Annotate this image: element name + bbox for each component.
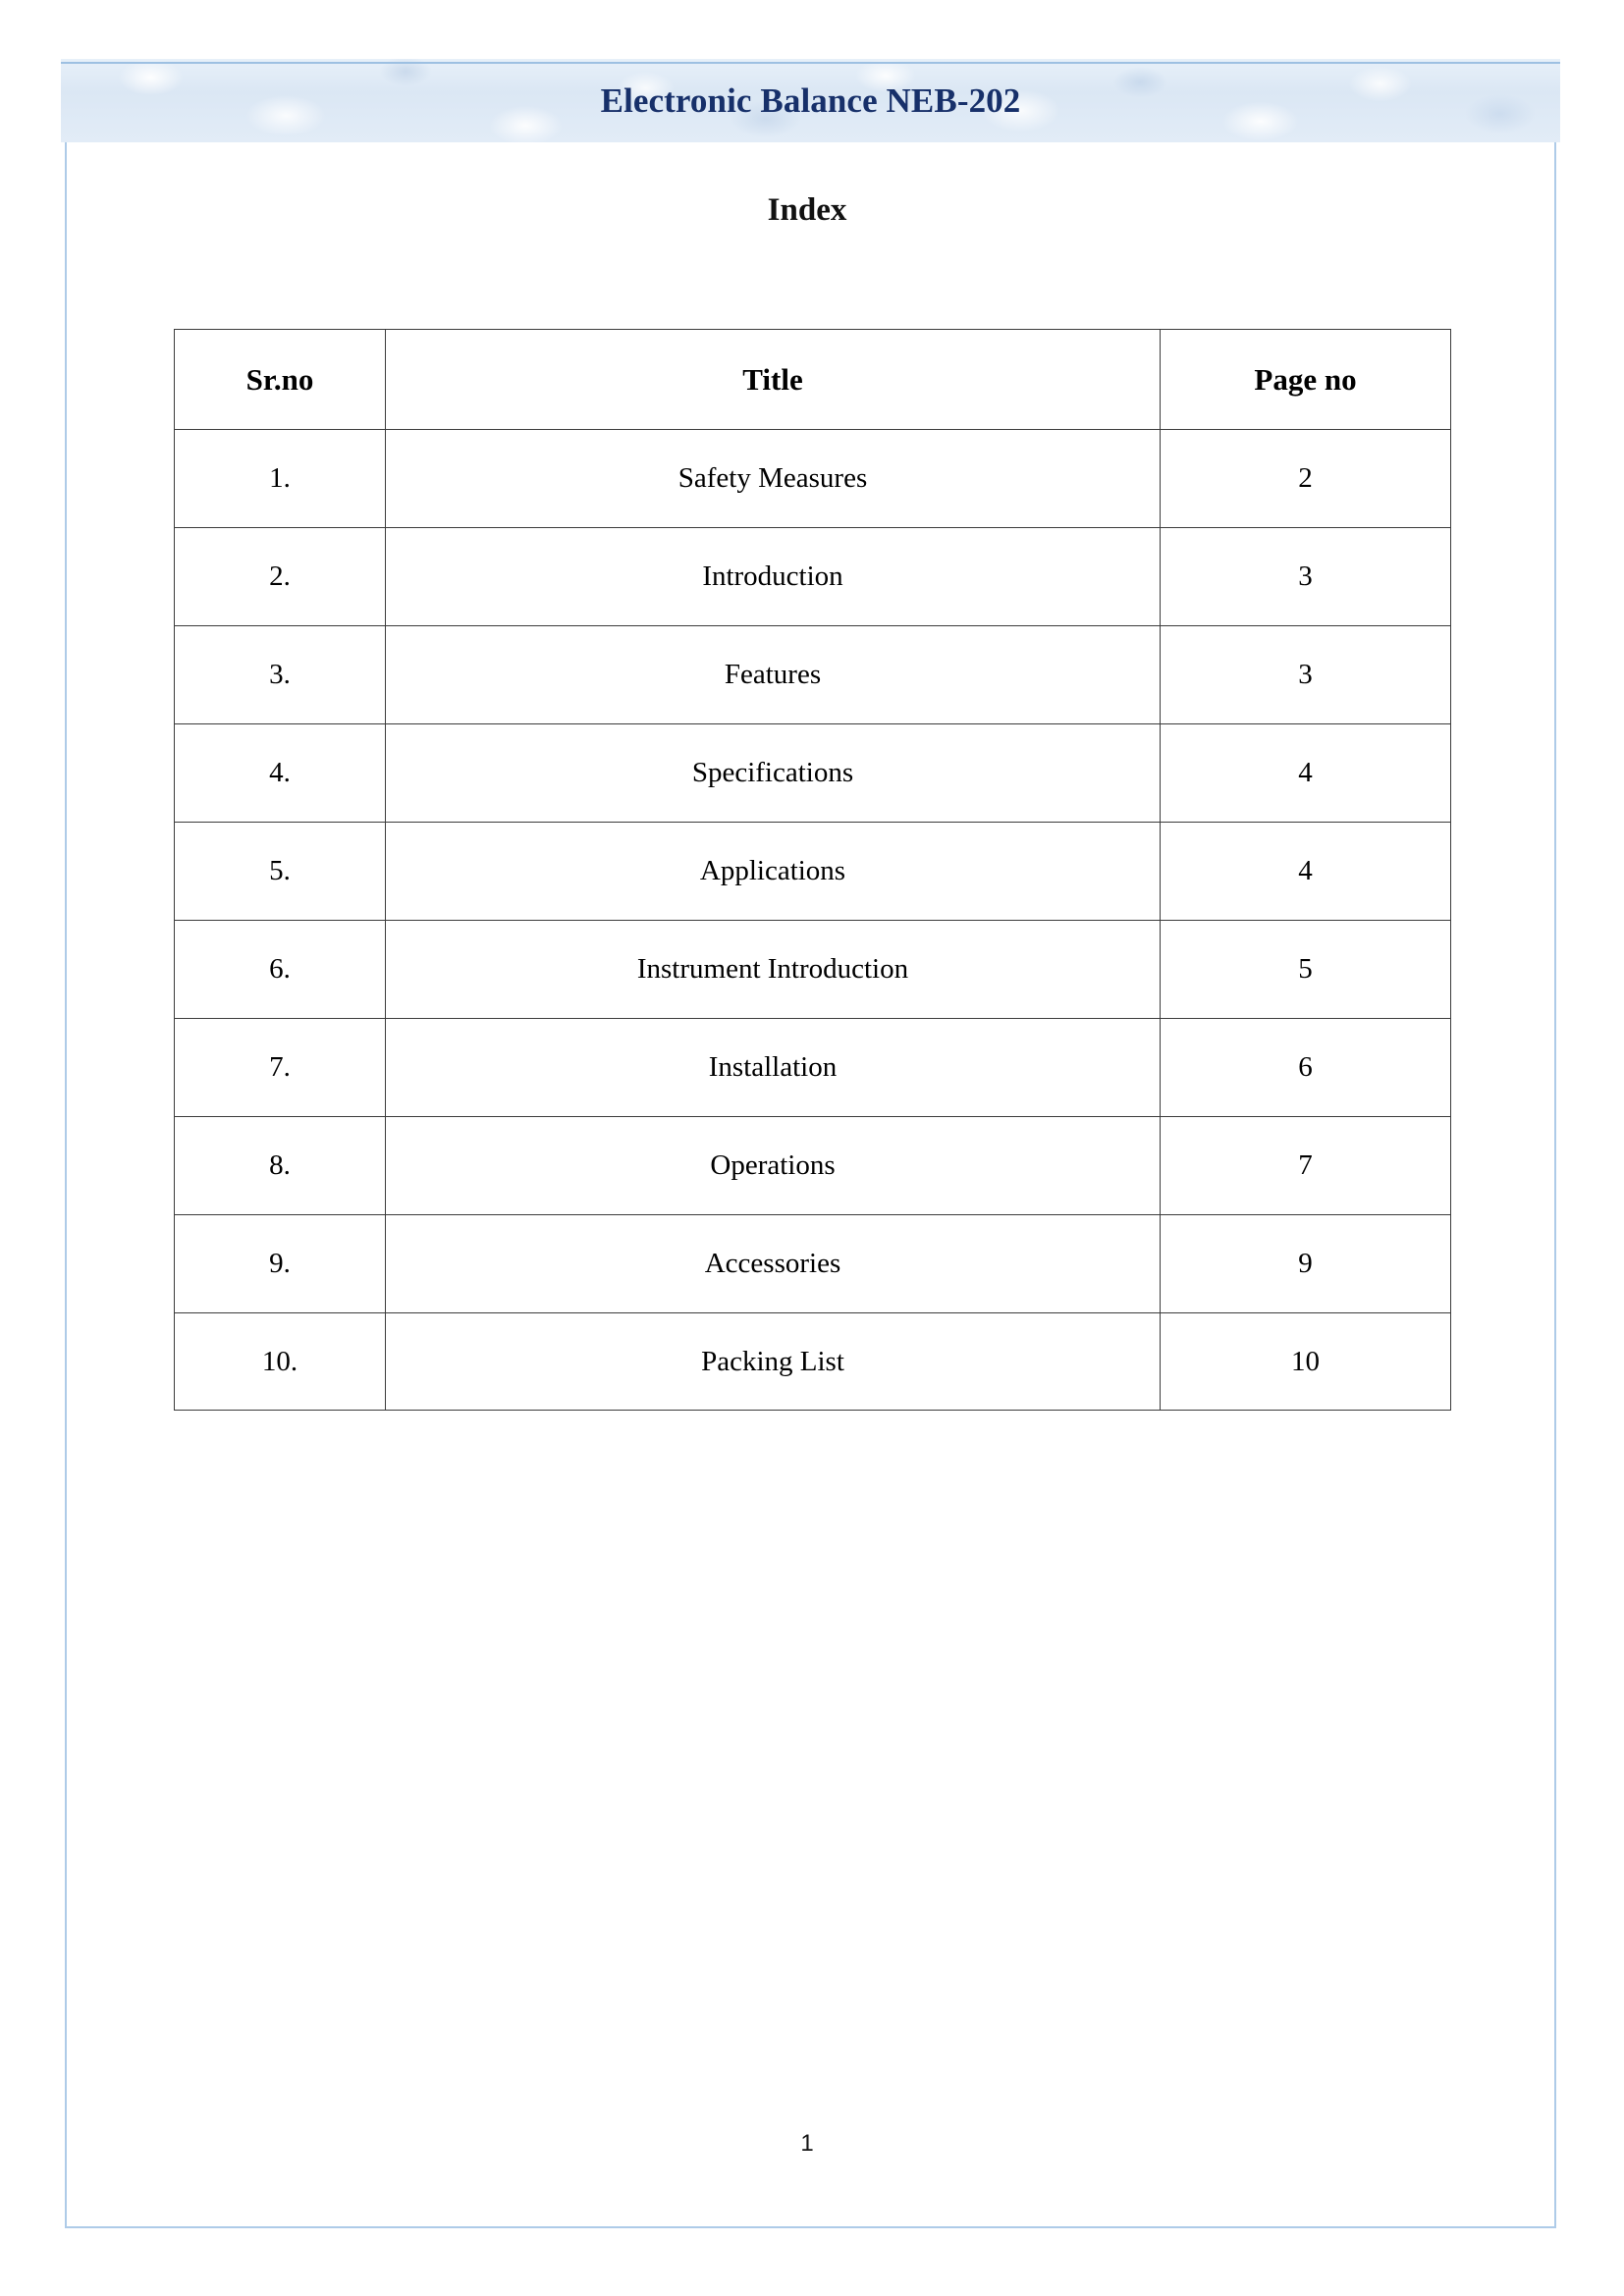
cell-page-no: 4 (1161, 823, 1451, 921)
table-header-row (175, 330, 1451, 430)
document-header-banner (61, 59, 1560, 142)
table-row (175, 528, 1451, 626)
footer (0, 2130, 1624, 2158)
cell-title: Installation (386, 1019, 1161, 1117)
table-row (175, 823, 1451, 921)
column-header-page-no: Page no (1161, 330, 1451, 430)
cell-title: Operations (386, 1117, 1161, 1215)
document-header-title: Electronic Balance NEB-202 (600, 81, 1021, 120)
cell-sr-no: 4. (175, 724, 386, 823)
page-title (0, 192, 1624, 229)
table-row (175, 1313, 1451, 1411)
cell-title: Introduction (386, 528, 1161, 626)
page-title-text: Index (767, 192, 847, 228)
cell-sr-no: 3. (175, 626, 386, 724)
cell-title: Applications (386, 823, 1161, 921)
column-header-title: Title (386, 330, 1161, 430)
cell-page-no: 2 (1161, 430, 1451, 528)
cell-page-no: 6 (1161, 1019, 1451, 1117)
cell-title: Features (386, 626, 1161, 724)
cell-page-no: 9 (1161, 1215, 1451, 1313)
cell-sr-no: 9. (175, 1215, 386, 1313)
table-row (175, 724, 1451, 823)
table-row (175, 626, 1451, 724)
cell-page-no: 10 (1161, 1313, 1451, 1411)
page-number: 1 (800, 2130, 814, 2157)
cell-page-no: 3 (1161, 626, 1451, 724)
table-row (175, 1117, 1451, 1215)
column-header-sr-no: Sr.no (175, 330, 386, 430)
cell-title: Accessories (386, 1215, 1161, 1313)
cell-sr-no: 10. (175, 1313, 386, 1411)
table-row (175, 1215, 1451, 1313)
table-row (175, 430, 1451, 528)
cell-page-no: 5 (1161, 921, 1451, 1019)
cell-page-no: 7 (1161, 1117, 1451, 1215)
cell-sr-no: 1. (175, 430, 386, 528)
cell-page-no: 4 (1161, 724, 1451, 823)
cell-sr-no: 8. (175, 1117, 386, 1215)
cell-sr-no: 2. (175, 528, 386, 626)
table-row (175, 1019, 1451, 1117)
index-table-body (175, 430, 1451, 1411)
cell-sr-no: 7. (175, 1019, 386, 1117)
cell-title: Instrument Introduction (386, 921, 1161, 1019)
table-row (175, 921, 1451, 1019)
cell-title: Specifications (386, 724, 1161, 823)
cell-sr-no: 6. (175, 921, 386, 1019)
index-table-head (175, 330, 1451, 430)
cell-title: Safety Measures (386, 430, 1161, 528)
cell-page-no: 3 (1161, 528, 1451, 626)
index-table (174, 329, 1451, 1411)
cell-sr-no: 5. (175, 823, 386, 921)
cell-title: Packing List (386, 1313, 1161, 1411)
